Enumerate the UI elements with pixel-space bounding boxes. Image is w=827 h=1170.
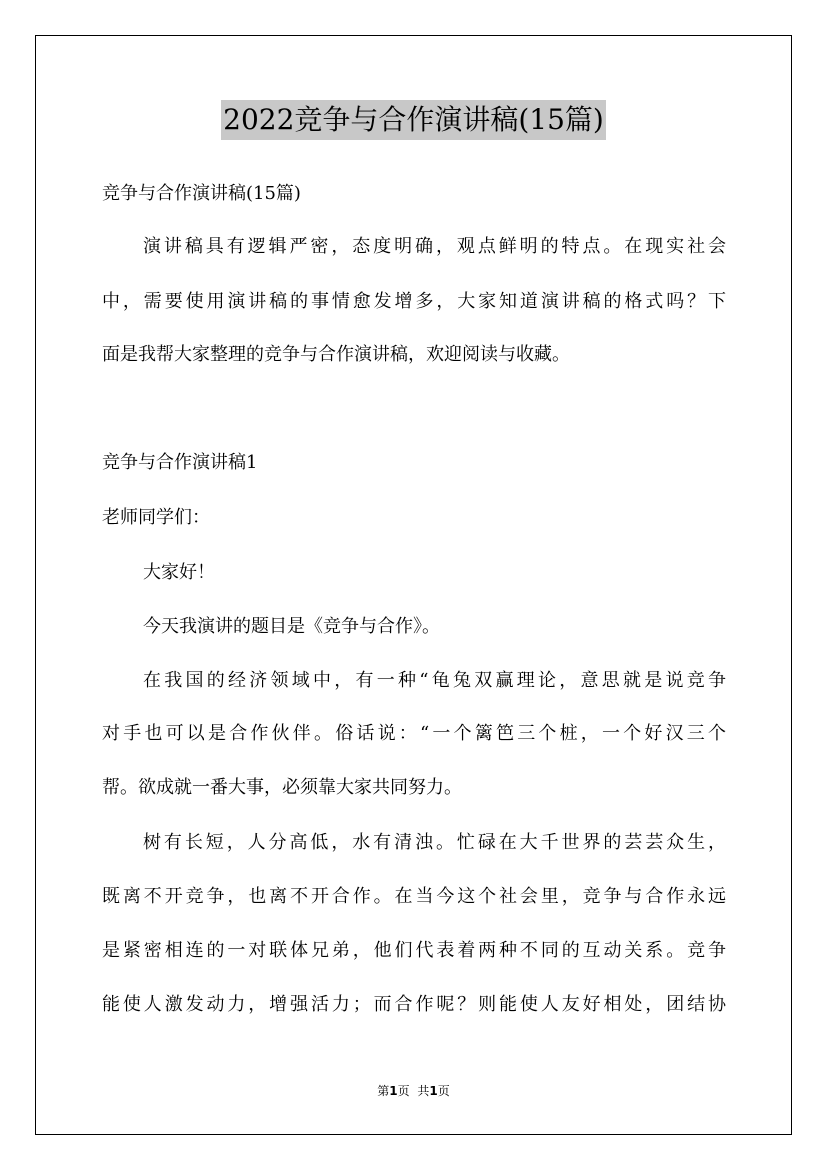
para1-line-1: 在我国的经济领域中，有一种“龟兔双赢理论，意思就是说竞争 (143, 670, 726, 691)
document-title: 2022竞争与合作演讲稿(15篇) (221, 100, 606, 140)
para1-line-2: 对手也可以是合作伙伴。俗话说：“一个篱笆三个桩，一个好汉三个 (102, 723, 726, 744)
footer-page-prefix: 第 (377, 1084, 390, 1098)
title-container (0, 100, 827, 140)
section-heading: 竞争与合作演讲稿1 (102, 452, 258, 473)
intro-line-3: 面是我帮大家整理的竞争与合作演讲稿，欢迎阅读与收藏。 (102, 344, 570, 365)
greeting: 大家好！ (143, 562, 215, 583)
salutation: 老师同学们： (102, 507, 210, 528)
page-footer (0, 1082, 827, 1099)
para2-line-3: 是紧密相连的一对联体兄弟，他们代表着两种不同的互动关系。竞争 (102, 940, 726, 961)
para2-line-4: 能使人激发动力，增强活力；而合作呢？则能使人友好相处，团结协 (102, 994, 726, 1015)
para2-line-2: 既离不开竞争，也离不开合作。在当今这个社会里，竞争与合作永远 (102, 886, 726, 907)
footer-total-suffix: 页 (437, 1084, 450, 1098)
intro-line-1: 演讲稿具有逻辑严密，态度明确，观点鲜明的特点。在现实社会 (143, 236, 726, 257)
footer-page-number: 1 (389, 1084, 398, 1098)
para1-line-3: 帮。欲成就一番大事，必须靠大家共同努力。 (102, 777, 462, 798)
subtitle: 竞争与合作演讲稿(15篇) (102, 183, 301, 204)
topic-line: 今天我演讲的题目是《竞争与合作》。 (143, 616, 440, 637)
footer-total-prefix: 共 (417, 1084, 430, 1098)
para2-line-1: 树有长短，人分高低，水有清浊。忙碌在大千世界的芸芸众生， (143, 832, 726, 853)
intro-line-2: 中，需要使用演讲稿的事情愈发增多，大家知道演讲稿的格式吗？下 (102, 291, 726, 312)
footer-total-number: 1 (429, 1084, 438, 1098)
footer-page-suffix: 页 (397, 1084, 410, 1098)
